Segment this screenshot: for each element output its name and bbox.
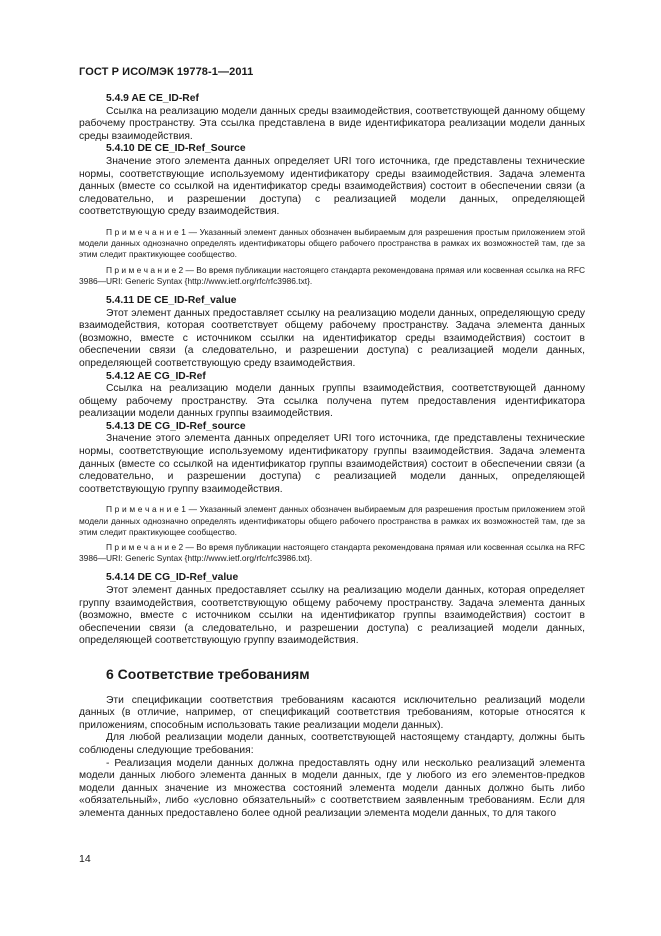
page-number: 14 bbox=[79, 853, 91, 865]
section-heading-6: 6 Соответствие требованиям bbox=[106, 666, 310, 683]
section-heading-5-4-13: 5.4.13 DE CG_ID-Ref_source bbox=[106, 420, 246, 432]
section-heading-5-4-11: 5.4.11 DE CE_ID-Ref_value bbox=[106, 294, 237, 306]
paragraph-5-4-9: Ссылка на реализацию модели данных среды взаимодействия, соответствующей данному общему рабочему пространству. Эта ссылка представлена в виде идентификатора реализации модели данных среды взаимодействия. bbox=[79, 105, 585, 142]
paragraph-5-4-11: Этот элемент данных предоставляет ссылку на реализацию модели данных, определяющую среду взаимодействия, которая соответствует общему рабочему пространству. Задача элемента данных (возможно, вместе с источником ссылки на идентификатор среды взаимодействия) состоит в обеспечении связи (а следовательно, и разрешении доступа) с реализацией модели данных, определяющей соответствующую среду взаимодействия. bbox=[79, 307, 585, 369]
note-text: — Во время публикации настоящего стандарта рекомендована прямая или косвенная ссылка на RFC 3986—URI: Generic Syntax {http://www.ietf.org/rfc/rfc3986.txt}. bbox=[79, 264, 585, 286]
paragraph-6-1: Эти спецификации соответствия требованиям касаются исключительно реализаций модели данных (в отличие, например, от спецификаций соответствия требованиям, которые относятся к приложениям, способным использовать такие реализации модели данных). bbox=[79, 694, 585, 731]
paragraph-6-2: Для любой реализации модели данных, соответствующей настоящему стандарту, должны быть соблюдены следующие требования: bbox=[79, 732, 585, 756]
note-label: П р и м е ч а н и е 2 bbox=[106, 542, 184, 553]
note-5-4-13-1 bbox=[79, 504, 585, 538]
section-heading-5-4-12: 5.4.12 AE CG_ID-Ref bbox=[106, 370, 206, 382]
section-heading-5-4-9: 5.4.9 AE CE_ID-Ref bbox=[106, 93, 199, 104]
section-heading-5-4-14: 5.4.14 DE CG_ID-Ref_value bbox=[106, 572, 239, 584]
document-body bbox=[79, 93, 585, 821]
note-5-4-10-2 bbox=[79, 265, 585, 287]
paragraph-5-4-14: Этот элемент данных предоставляет ссылку на реализацию модели данных, которая определяет группу взаимодействия, соответствующую общему рабочему пространству. Задача элемента данных (возможно, вместе с источником ссылки на идентификатор группы взаимодействия) состоит в обеспечении связи (а следовательно, и разрешении доступа) с реализацией модели данных, определяющей соответствующую группу взаимодействия. bbox=[79, 585, 585, 647]
paragraph-5-4-12: Ссылка на реализацию модели данных группы взаимодействия, соответствующей данному общему рабочему пространству. Эта ссылка получена путем предоставления идентификатора реализации модели данных группы взаимодействия. bbox=[79, 383, 585, 420]
paragraph-5-4-13: Значение этого элемента данных определяет URI того источника, где представлены технические нормы, соответствующие используемому идентификатору группы взаимодействия. Задача элемента данных (вместе со ссылкой на идентификатор группы взаимодействия) состоит в обеспечении связи (а следовательно, и разрешении доступа) с реализацией модели данных, определяющей соответствующую группу взаимодействия. bbox=[79, 433, 585, 495]
note-5-4-10-1 bbox=[79, 227, 585, 261]
note-text: — Указанный элемент данных обозначен выбираемым для разрешения простым приложением этой модели данных однозначно определять идентификаторы общего рабочего пространства в рамках их возможностей там, где за этим следит практикующее сообщество. bbox=[79, 226, 585, 260]
note-label: П р и м е ч а н и е 2 bbox=[106, 264, 184, 275]
note-label: П р и м е ч а н и е 1 bbox=[106, 226, 186, 237]
section-heading-5-4-10: 5.4.10 DE CE_ID-Ref_Source bbox=[106, 143, 246, 155]
paragraph-6-3: - Реализация модели данных должна предоставлять одну или несколько реализаций элемента модели данных любого элемента данных в модели данных, где у любого из его элементов-предков модели данных значение из множества состояний элемента модели данных должно быть либо «обязательный», либо «условно обязательный» с соответствием заявленным требованиям. Если для элемента данных предоставлено более одной реализации элемента модели данных, то для такого bbox=[79, 757, 585, 819]
note-text: — Во время публикации настоящего стандарта рекомендована прямая или косвенная ссылка на RFC 3986—URI: Generic Syntax {http://www.ietf.org/rfc/rfc3986.txt}. bbox=[79, 542, 585, 564]
document-header: ГОСТ Р ИСО/МЭК 19778-1—2011 bbox=[79, 66, 254, 78]
paragraph-5-4-10: Значение этого элемента данных определяет URI того источника, где представлены технические нормы, соответствующие используемому идентификатору среды взаимодействия. Задача элемента данных (вместе со ссылкой на идентификатор среды взаимодействия) состоит в обеспечении связи (а следовательно, и разрешении доступа) с реализацией модели данных, определяющей соответствующую среду взаимодействия. bbox=[79, 155, 585, 218]
note-5-4-13-2 bbox=[79, 542, 585, 564]
note-text: — Указанный элемент данных обозначен выбираемым для разрешения простым приложением этой модели данных однозначно определять идентификаторы общего рабочего пространства в рамках их возможностей там, где за этим следит практикующее сообщество. bbox=[79, 504, 585, 537]
note-label: П р и м е ч а н и е 1 bbox=[106, 504, 186, 515]
